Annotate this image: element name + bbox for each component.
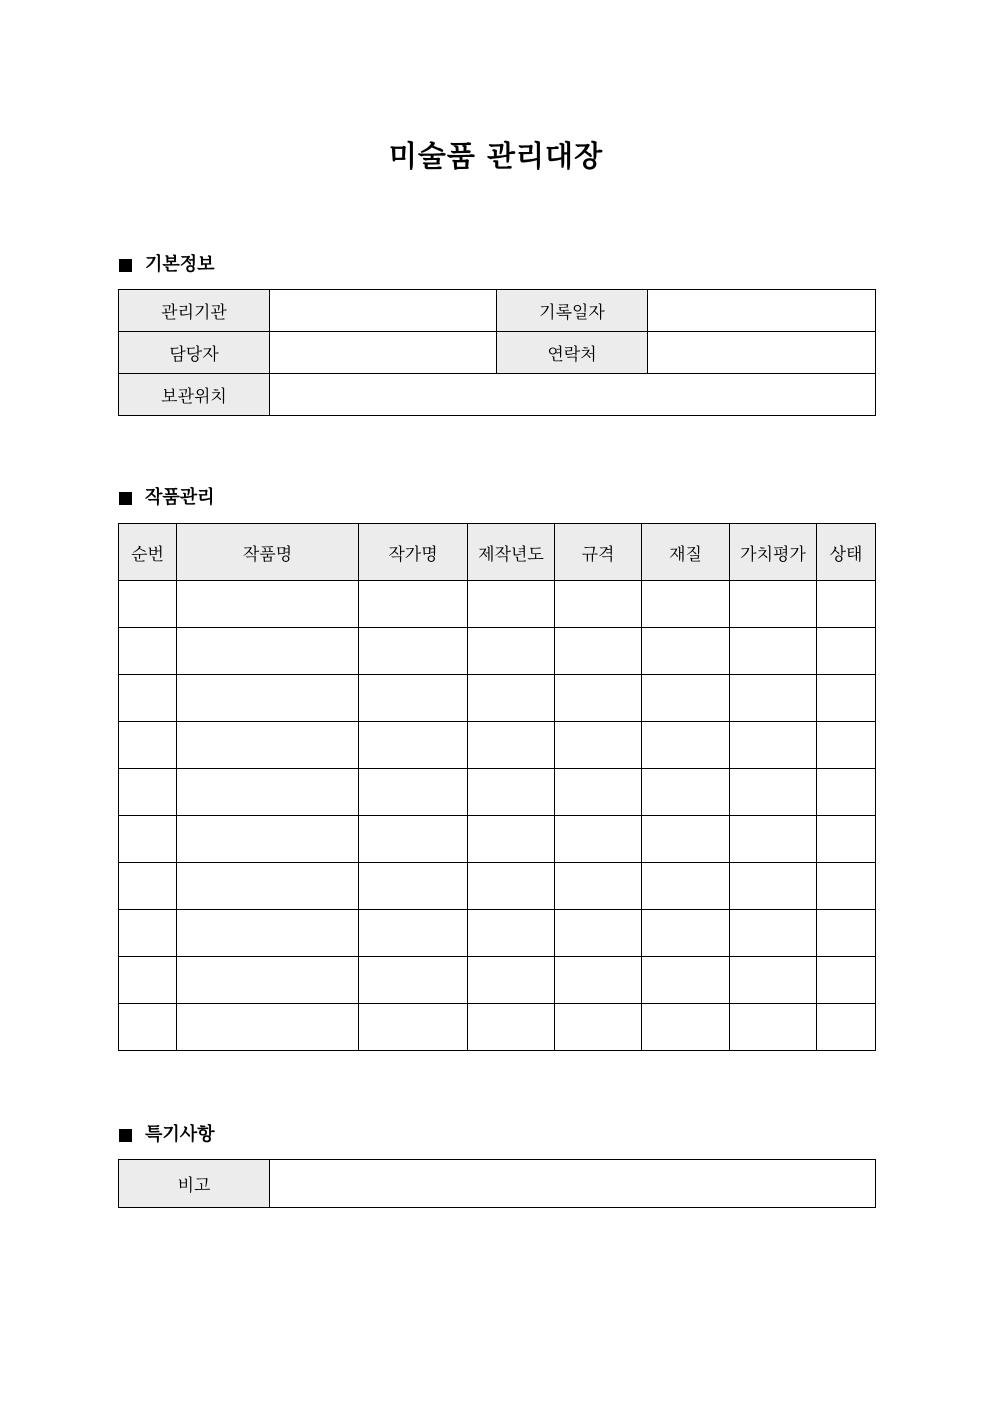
cell-seq[interactable]	[119, 863, 177, 910]
table-row	[119, 910, 876, 957]
cell-condition[interactable]	[817, 957, 876, 1004]
cell-valuation[interactable]	[730, 1004, 817, 1051]
contact-field[interactable]	[648, 332, 876, 374]
cell-title[interactable]	[177, 722, 359, 769]
square-bullet-icon	[119, 259, 132, 272]
managing-org-field[interactable]	[270, 290, 497, 332]
cell-material[interactable]	[642, 863, 730, 910]
cell-artist[interactable]	[359, 863, 468, 910]
cell-valuation[interactable]	[730, 581, 817, 628]
table-row	[119, 816, 876, 863]
cell-valuation[interactable]	[730, 957, 817, 1004]
table-row	[119, 675, 876, 722]
cell-year[interactable]	[468, 581, 555, 628]
cell-title[interactable]	[177, 957, 359, 1004]
cell-size[interactable]	[555, 675, 642, 722]
cell-artist[interactable]	[359, 957, 468, 1004]
cell-size[interactable]	[555, 957, 642, 1004]
cell-artist[interactable]	[359, 816, 468, 863]
remarks-field[interactable]	[270, 1160, 876, 1208]
notes-row	[119, 1160, 876, 1208]
cell-condition[interactable]	[817, 1004, 876, 1051]
storage-label: 보관위치	[119, 374, 270, 416]
cell-valuation[interactable]	[730, 910, 817, 957]
cell-seq[interactable]	[119, 957, 177, 1004]
manager-label: 담당자	[119, 332, 270, 374]
basic-info-table	[118, 289, 876, 416]
cell-title[interactable]	[177, 628, 359, 675]
cell-condition[interactable]	[817, 769, 876, 816]
cell-title[interactable]	[177, 769, 359, 816]
table-row	[119, 722, 876, 769]
cell-material[interactable]	[642, 1004, 730, 1051]
square-bullet-icon	[119, 1129, 132, 1142]
cell-seq[interactable]	[119, 816, 177, 863]
cell-artist[interactable]	[359, 581, 468, 628]
cell-condition[interactable]	[817, 816, 876, 863]
table-row	[119, 628, 876, 675]
cell-artist[interactable]	[359, 722, 468, 769]
cell-valuation[interactable]	[730, 722, 817, 769]
works-table	[118, 523, 876, 1051]
record-date-label: 기록일자	[497, 290, 648, 332]
cell-year[interactable]	[468, 863, 555, 910]
info-row	[119, 374, 876, 416]
section-heading-basic-info	[119, 253, 215, 277]
column-header-size: 규격	[555, 524, 642, 581]
cell-size[interactable]	[555, 910, 642, 957]
remarks-label: 비고	[119, 1160, 270, 1208]
cell-year[interactable]	[468, 769, 555, 816]
cell-condition[interactable]	[817, 628, 876, 675]
cell-size[interactable]	[555, 863, 642, 910]
section-title: 작품관리	[145, 487, 215, 508]
storage-field[interactable]	[270, 374, 876, 416]
cell-artist[interactable]	[359, 769, 468, 816]
section-heading-works	[119, 486, 215, 510]
table-header-row	[119, 524, 876, 581]
table-row	[119, 863, 876, 910]
managing-org-label: 관리기관	[119, 290, 270, 332]
cell-valuation[interactable]	[730, 863, 817, 910]
cell-material[interactable]	[642, 769, 730, 816]
cell-material[interactable]	[642, 581, 730, 628]
cell-year[interactable]	[468, 1004, 555, 1051]
info-row	[119, 332, 876, 374]
cell-condition[interactable]	[817, 675, 876, 722]
section-title: 특기사항	[145, 1124, 215, 1145]
cell-artist[interactable]	[359, 628, 468, 675]
cell-material[interactable]	[642, 722, 730, 769]
cell-year[interactable]	[468, 628, 555, 675]
cell-seq[interactable]	[119, 1004, 177, 1051]
section-title: 기본정보	[145, 254, 215, 275]
cell-year[interactable]	[468, 957, 555, 1004]
cell-size[interactable]	[555, 816, 642, 863]
cell-size[interactable]	[555, 722, 642, 769]
notes-table	[118, 1159, 876, 1208]
table-row	[119, 581, 876, 628]
column-header-condition: 상태	[817, 524, 876, 581]
column-header-material: 재질	[642, 524, 730, 581]
cell-year[interactable]	[468, 722, 555, 769]
contact-label: 연락처	[497, 332, 648, 374]
column-header-year: 제작년도	[468, 524, 555, 581]
cell-title[interactable]	[177, 910, 359, 957]
column-header-valuation: 가치평가	[730, 524, 817, 581]
record-date-field[interactable]	[648, 290, 876, 332]
cell-seq[interactable]	[119, 769, 177, 816]
cell-condition[interactable]	[817, 722, 876, 769]
cell-size[interactable]	[555, 628, 642, 675]
cell-seq[interactable]	[119, 675, 177, 722]
cell-seq[interactable]	[119, 722, 177, 769]
cell-title[interactable]	[177, 863, 359, 910]
cell-artist[interactable]	[359, 1004, 468, 1051]
cell-material[interactable]	[642, 816, 730, 863]
cell-valuation[interactable]	[730, 769, 817, 816]
cell-seq[interactable]	[119, 910, 177, 957]
cell-material[interactable]	[642, 910, 730, 957]
cell-seq[interactable]	[119, 581, 177, 628]
cell-year[interactable]	[468, 675, 555, 722]
table-row	[119, 957, 876, 1004]
cell-title[interactable]	[177, 816, 359, 863]
cell-valuation[interactable]	[730, 675, 817, 722]
manager-field[interactable]	[270, 332, 497, 374]
cell-year[interactable]	[468, 816, 555, 863]
cell-material[interactable]	[642, 675, 730, 722]
table-row	[119, 1004, 876, 1051]
cell-size[interactable]	[555, 581, 642, 628]
cell-size[interactable]	[555, 769, 642, 816]
cell-condition[interactable]	[817, 863, 876, 910]
column-header-artist: 작가명	[359, 524, 468, 581]
cell-year[interactable]	[468, 910, 555, 957]
table-row	[119, 769, 876, 816]
page-title: 미술품 관리대장	[388, 139, 604, 173]
column-header-title: 작품명	[177, 524, 359, 581]
section-heading-notes	[119, 1123, 215, 1147]
cell-material[interactable]	[642, 628, 730, 675]
cell-valuation[interactable]	[730, 628, 817, 675]
info-row	[119, 290, 876, 332]
cell-artist[interactable]	[359, 910, 468, 957]
cell-title[interactable]	[177, 581, 359, 628]
square-bullet-icon	[119, 492, 132, 505]
cell-material[interactable]	[642, 957, 730, 1004]
cell-title[interactable]	[177, 1004, 359, 1051]
cell-condition[interactable]	[817, 910, 876, 957]
column-header-seq: 순번	[119, 524, 177, 581]
cell-seq[interactable]	[119, 628, 177, 675]
cell-size[interactable]	[555, 1004, 642, 1051]
cell-title[interactable]	[177, 675, 359, 722]
cell-condition[interactable]	[817, 581, 876, 628]
cell-artist[interactable]	[359, 675, 468, 722]
cell-valuation[interactable]	[730, 816, 817, 863]
